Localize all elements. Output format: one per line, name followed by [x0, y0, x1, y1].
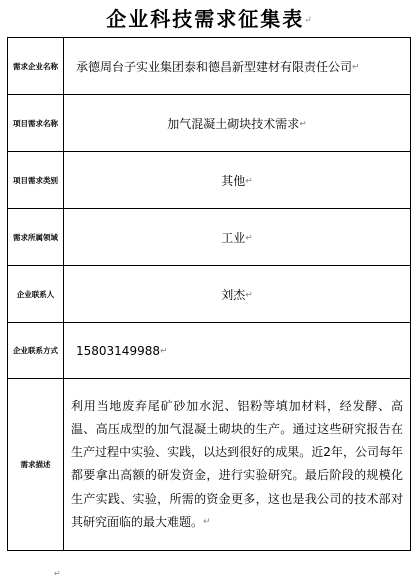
table-row-contact-phone: [8, 323, 411, 379]
paragraph-mark-icon: ↵: [203, 516, 211, 527]
value-contact-phone-text: 15803149988: [76, 343, 160, 358]
value-contact-person-text: 刘杰: [221, 287, 246, 302]
table-row-project-category: [8, 152, 411, 209]
table-row-field: [8, 209, 411, 266]
paragraph-mark-icon: ↵: [245, 176, 253, 186]
table-row-description: [8, 379, 411, 551]
label-field: 需求所属领域: [8, 209, 64, 266]
value-project-name: [64, 95, 411, 152]
table-row-contact-person: [8, 266, 411, 323]
value-company-name: [64, 38, 411, 95]
value-project-name-text: 加气混凝土砌块技术需求: [167, 116, 300, 131]
form-title-text: 企业科技需求征集表: [106, 7, 305, 31]
label-contact-phone: 企业联系方式: [8, 323, 64, 379]
label-company-name: 需求企业名称: [8, 38, 64, 95]
paragraph-mark-icon: ↵: [159, 346, 168, 356]
value-field: [64, 209, 411, 266]
value-description-text: 利用当地废弃尾矿砂加水泥、铝粉等填加材料，经发酵、高温、高压成型的加气混凝土砌块的生产。通过这些研究报告在生产过程中实验、实践，以达到很好的成果。近2年，公司每年都要拿出高额的研发资金，进行实验研究。最后阶段的规模化生产实践、实验，所需的资金更多，这也是我公司的技术部对其研究面临的最大难题。: [71, 398, 403, 529]
value-field-text: 工业: [221, 230, 246, 245]
value-project-category: [64, 152, 411, 209]
form-title: [0, 4, 418, 34]
paragraph-mark-icon: ↵: [245, 290, 253, 300]
label-contact-person: 企业联系人: [8, 266, 64, 323]
paragraph-mark-icon: ↵: [245, 233, 253, 243]
paragraph-mark-icon: ↵: [299, 119, 307, 129]
label-project-category: 项目需求类别: [8, 152, 64, 209]
label-description: 需求描述: [8, 379, 64, 551]
requirement-form-table: [7, 37, 411, 551]
table-row-project-name: [8, 95, 411, 152]
end-paragraph-mark-icon: ↵: [54, 569, 61, 578]
paragraph-mark-icon: ↵: [352, 62, 360, 72]
value-company-name-text: 承德周台子实业集团泰和德昌新型建材有限责任公司: [76, 59, 353, 74]
paragraph-mark-icon: ↵: [304, 15, 312, 26]
label-project-name: 项目需求名称: [8, 95, 64, 152]
value-contact-phone: [64, 323, 411, 379]
value-contact-person: [64, 266, 411, 323]
table-row-company: [8, 38, 411, 95]
value-description: [64, 379, 411, 551]
value-project-category-text: 其他: [221, 173, 246, 188]
